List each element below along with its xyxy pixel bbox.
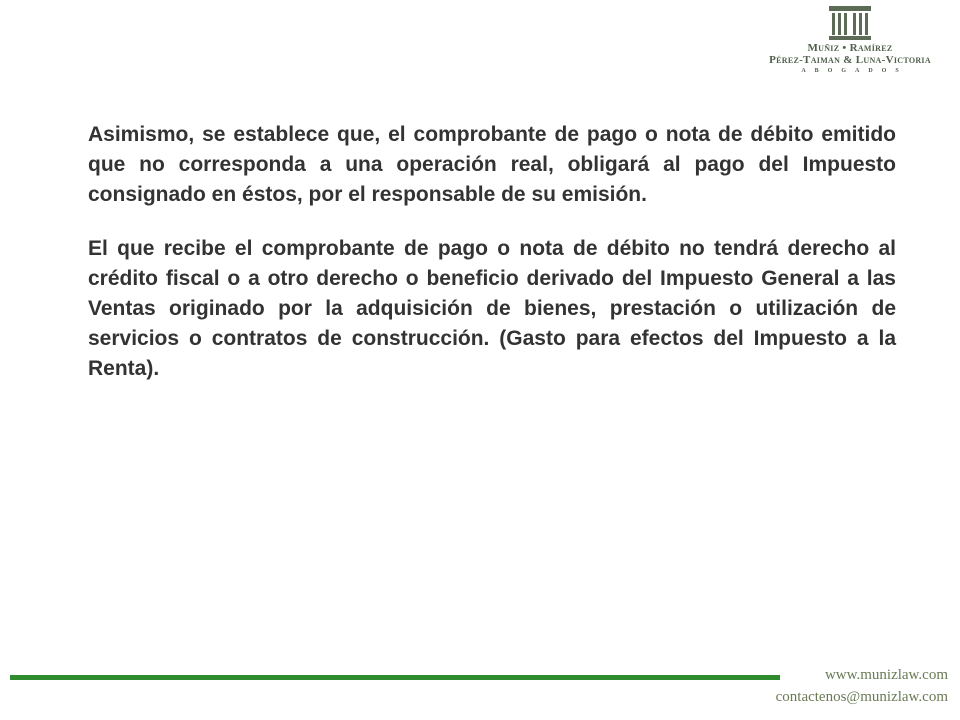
website-link[interactable]: www.munizlaw.com bbox=[824, 667, 948, 683]
firm-name-line2: Pérez-Taiman & Luna-Victoria bbox=[769, 54, 931, 66]
email-link[interactable]: contactenos@munizlaw.com bbox=[775, 689, 948, 705]
footer-divider bbox=[10, 675, 780, 680]
paragraph-1: Asimismo, se establece que, el comprobante de pago o nota de débito emitido que no corresponda a una operación real, obligará al pago del Impuesto consignado en éstos, por el responsable de su emisión. bbox=[88, 123, 896, 206]
slide-body bbox=[88, 120, 896, 408]
paragraph-2: El que recibe el comprobante de pago o nota de débito no tendrá derecho al crédito fiscal o a otro derecho o beneficio derivado del Impuesto General a las Ventas originado por la adquisición de bienes, prestación o utilización de servicios o contratos de construcción. (Gasto para efectos del Impuesto a la Renta). bbox=[88, 237, 896, 380]
firm-tagline: ABOGADOS bbox=[801, 68, 908, 74]
columns-building-icon bbox=[827, 4, 873, 42]
firm-name-line1: Muñiz • Ramírez bbox=[807, 42, 893, 54]
firm-logo bbox=[750, 4, 950, 84]
footer-contact bbox=[776, 664, 948, 708]
